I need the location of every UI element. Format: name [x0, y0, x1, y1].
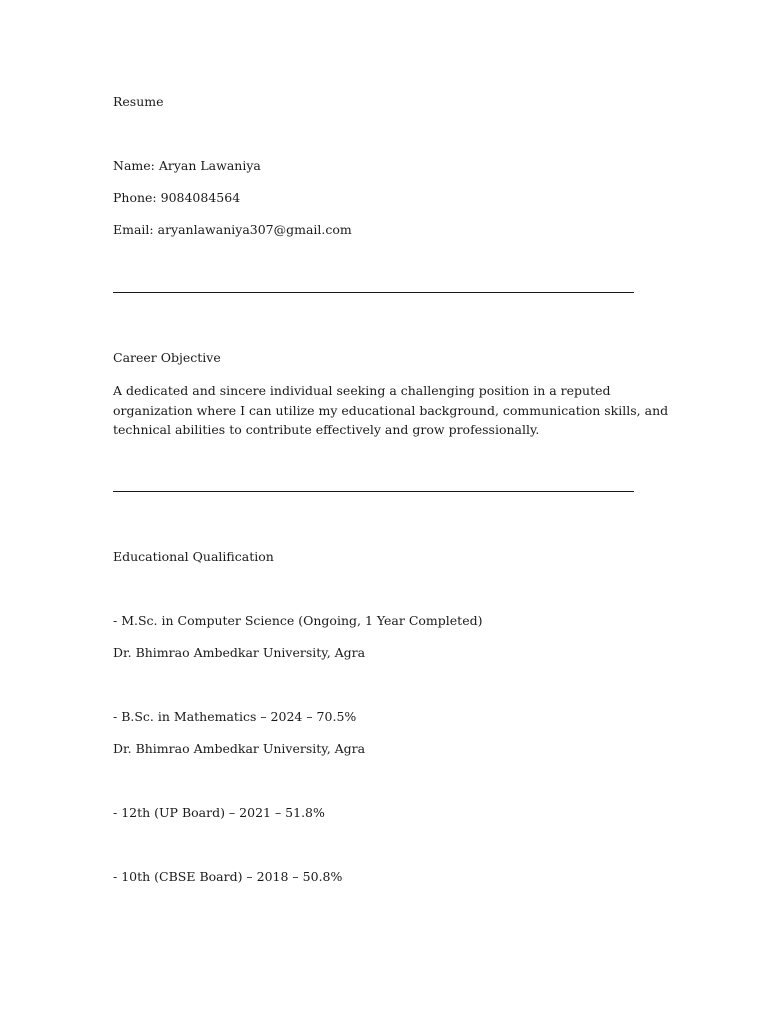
education-degree: - 12th (UP Board) – 2021 – 51.8%	[113, 805, 325, 820]
contact-email: Email: aryanlawaniya307@gmail.com	[113, 222, 352, 237]
education-heading: Educational Qualification	[113, 549, 274, 564]
education-degree: - M.Sc. in Computer Science (Ongoing, 1 Year Completed)	[113, 613, 483, 628]
section-divider	[113, 292, 634, 293]
career-objective-text: A dedicated and sincere individual seeking a challenging position in a reputed organization where I can utilize my educational background, communication skills, and technical abilities to contribute effectively and grow professionally.	[113, 383, 669, 437]
education-degree: - 10th (CBSE Board) – 2018 – 50.8%	[113, 869, 343, 884]
section-divider	[113, 491, 634, 492]
education-institution: Dr. Bhimrao Ambedkar University, Agra	[113, 741, 366, 756]
education-degree: - B.Sc. in Mathematics – 2024 – 70.5%	[113, 709, 357, 724]
contact-phone: Phone: 9084084564	[113, 190, 241, 205]
education-institution: Dr. Bhimrao Ambedkar University, Agra	[113, 645, 366, 660]
contact-name: Name: Aryan Lawaniya	[113, 158, 261, 173]
document-title: Resume	[113, 94, 164, 109]
career-objective-heading: Career Objective	[113, 350, 221, 365]
